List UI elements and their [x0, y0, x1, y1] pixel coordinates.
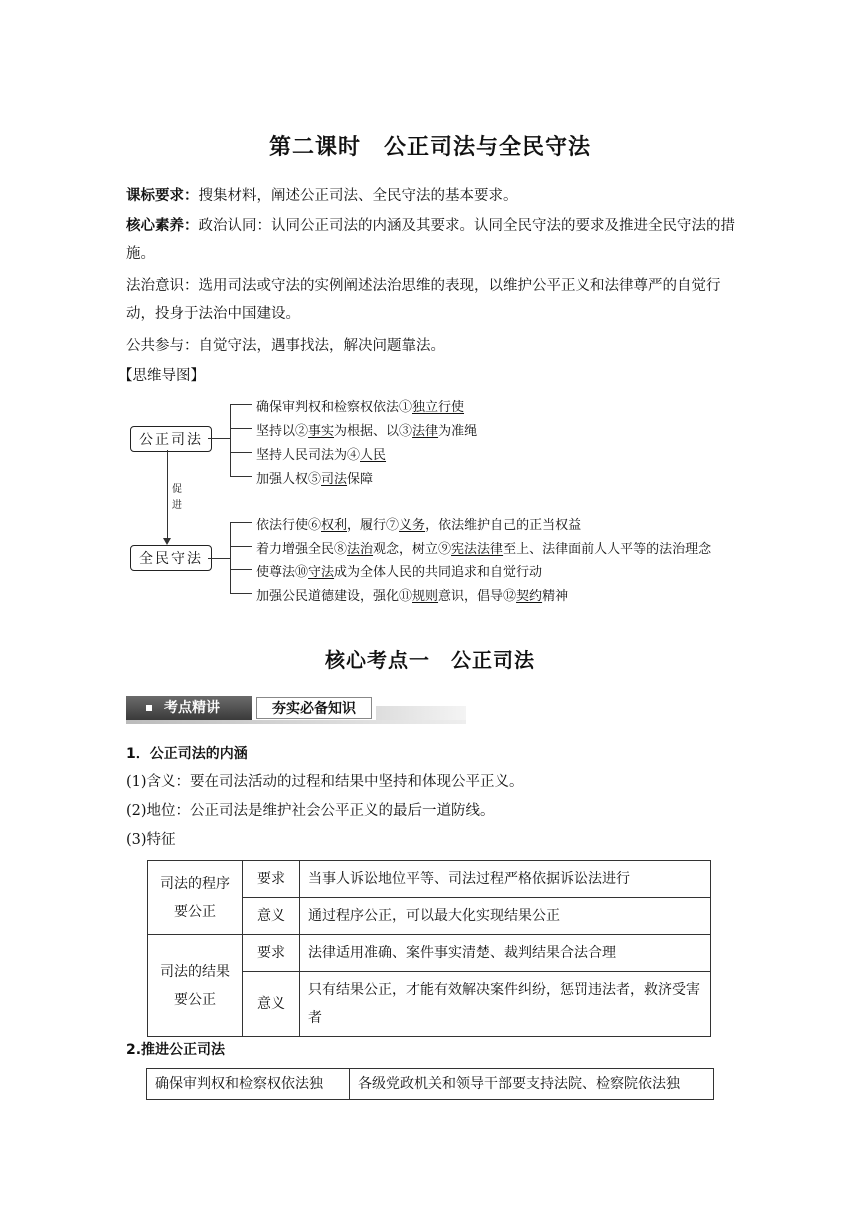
item-text: 观念，树立⑨: [373, 542, 452, 557]
item-text: ，履行⑦: [347, 518, 400, 533]
banner-essential-knowledge: 夯实必备知识: [256, 697, 372, 719]
item-text: 确保审判权和检察权依法①: [256, 400, 413, 415]
item-text: 保障: [347, 472, 374, 487]
mindmap-item: [256, 585, 568, 604]
curriculum-label: 课标要求：: [126, 188, 199, 204]
connector-line: [230, 428, 252, 429]
arrow-down-icon: [163, 538, 171, 545]
mindmap-item: [256, 444, 386, 463]
table-cell-key: 要求: [243, 935, 300, 972]
mindmap-node-fair-justice: 公正司法: [130, 426, 212, 452]
table-cell-key: 要求: [243, 861, 300, 898]
mindmap-label: 【思维导图】: [118, 368, 205, 384]
core-literacy-label: 核心素养：: [126, 218, 199, 234]
connector-line: [230, 404, 252, 405]
item-text: 至上、法律面前人人平等的法治理念: [503, 542, 712, 557]
mindmap-item: [256, 514, 581, 533]
answer-blank: 契约: [516, 589, 543, 604]
mindmap-item: [256, 396, 464, 415]
table-cell-group: 司法的结果要公正: [148, 935, 243, 1037]
table-cell-group: 司法的程序要公正: [148, 861, 243, 935]
point1-meaning: (1)含义：要在司法活动的过程和结果中坚持和体现公平正义。: [126, 774, 524, 790]
point1-status: (2)地位：公正司法是维护社会公平正义的最后一道防线。: [126, 803, 495, 819]
core-literacy: [126, 212, 736, 268]
curriculum-text: 搜集材料，阐述公正司法、全民守法的基本要求。: [198, 188, 518, 204]
mindmap-item: [256, 561, 542, 580]
item-text: 加强公民道德建设，强化⑪: [256, 589, 413, 604]
connector-line: [208, 438, 230, 439]
banner-key-points-label: 考点精讲: [164, 700, 220, 716]
promote-justice-table: [146, 1068, 714, 1100]
connector-line: [230, 522, 252, 523]
item-text: 为根据、以③: [334, 424, 413, 439]
core-literacy-text: 政治认同：认同公正司法的内涵及其要求。认同全民守法的要求及推进全民守法的措施。: [126, 218, 735, 262]
table-row: [147, 1069, 714, 1100]
item-text: 为准绳: [438, 424, 478, 439]
square-bullet-icon: [146, 705, 152, 711]
answer-blank: 独立行使: [412, 400, 465, 415]
answer-blank: 人民: [360, 448, 387, 463]
section-banner: [126, 696, 466, 724]
connector-line: [230, 404, 231, 476]
public-participation: 公共参与：自觉守法，遇事找法，解决问题靠法。: [126, 338, 445, 354]
answer-blank: 义务: [399, 518, 426, 533]
table-row: [148, 935, 711, 972]
table-cell-key: 意义: [243, 898, 300, 935]
answer-blank: 事实: [308, 424, 335, 439]
connector-line: [230, 452, 252, 453]
curriculum-requirement: [126, 182, 736, 210]
table-cell-key: 意义: [243, 972, 300, 1037]
table-row: [148, 861, 711, 898]
item-text: 着力增强全民⑧: [256, 542, 348, 557]
table-cell: 各级党政机关和领导干部要支持法院、检察院依法独: [350, 1069, 714, 1100]
item-text: 精神: [542, 589, 569, 604]
item-text: 成为全体人民的共同追求和自觉行动: [334, 565, 543, 580]
answer-blank: 权利: [321, 518, 348, 533]
table-cell-value: 只有结果公正，才能有效解决案件纠纷，惩罚违法者，救济受害者: [300, 972, 711, 1037]
answer-blank: 司法: [321, 472, 348, 487]
answer-blank: 法律: [412, 424, 439, 439]
connector-line: [230, 546, 252, 547]
table-cell: 确保审判权和检察权依法独: [147, 1069, 350, 1100]
item-text: 依法行使⑥: [256, 518, 322, 533]
table-cell-value: 当事人诉讼地位平等、司法过程严格依据诉讼法进行: [300, 861, 711, 898]
answer-blank: 守法: [308, 565, 335, 580]
rule-of-law-awareness: 法治意识：选用司法或守法的实例阐述法治思维的表现，以维护公平正义和法律尊严的自觉行动，投身于法治中国建设。: [126, 278, 721, 322]
connector-line: [230, 522, 231, 593]
mindmap-node-law-abiding: 全民守法: [130, 545, 212, 571]
banner-tail: [376, 706, 466, 720]
item-text: 使尊法⑩: [256, 565, 309, 580]
point2-heading: 2.推进公正司法: [126, 1042, 226, 1058]
connector-line: [230, 476, 252, 477]
answer-blank: 规则: [412, 589, 439, 604]
connector-line: [230, 593, 252, 594]
item-text: ，依法维护自己的正当权益: [425, 518, 582, 533]
connector-line: [230, 569, 252, 570]
item-text: 坚持以②: [256, 424, 309, 439]
item-text: 坚持人民司法为④: [256, 448, 361, 463]
page-title: 第二课时 公正司法与全民守法: [268, 135, 591, 160]
answer-blank: 法治: [347, 542, 374, 557]
promote-arrow-line: [167, 450, 168, 542]
answer-blank: 宪法法律: [451, 542, 504, 557]
banner-key-points: [126, 696, 252, 720]
table-cell-value: 通过程序公正，可以最大化实现结果公正: [300, 898, 711, 935]
table-cell-value: 法律适用准确、案件事实清楚、裁判结果合法合理: [300, 935, 711, 972]
mindmap-item: [256, 468, 373, 487]
item-text: 意识，倡导⑫: [438, 589, 517, 604]
banner-strip: [126, 720, 466, 724]
point1-heading: 1．公正司法的内涵: [126, 746, 248, 762]
mindmap-item: [256, 538, 711, 557]
features-table: [147, 860, 711, 1037]
point1-features: (3)特征: [126, 832, 176, 848]
promote-label: 促进: [172, 484, 182, 511]
section-title: 核心考点一 公正司法: [325, 648, 535, 672]
item-text: 加强人权⑤: [256, 472, 322, 487]
connector-line: [208, 558, 230, 559]
mindmap-item: [256, 420, 477, 439]
